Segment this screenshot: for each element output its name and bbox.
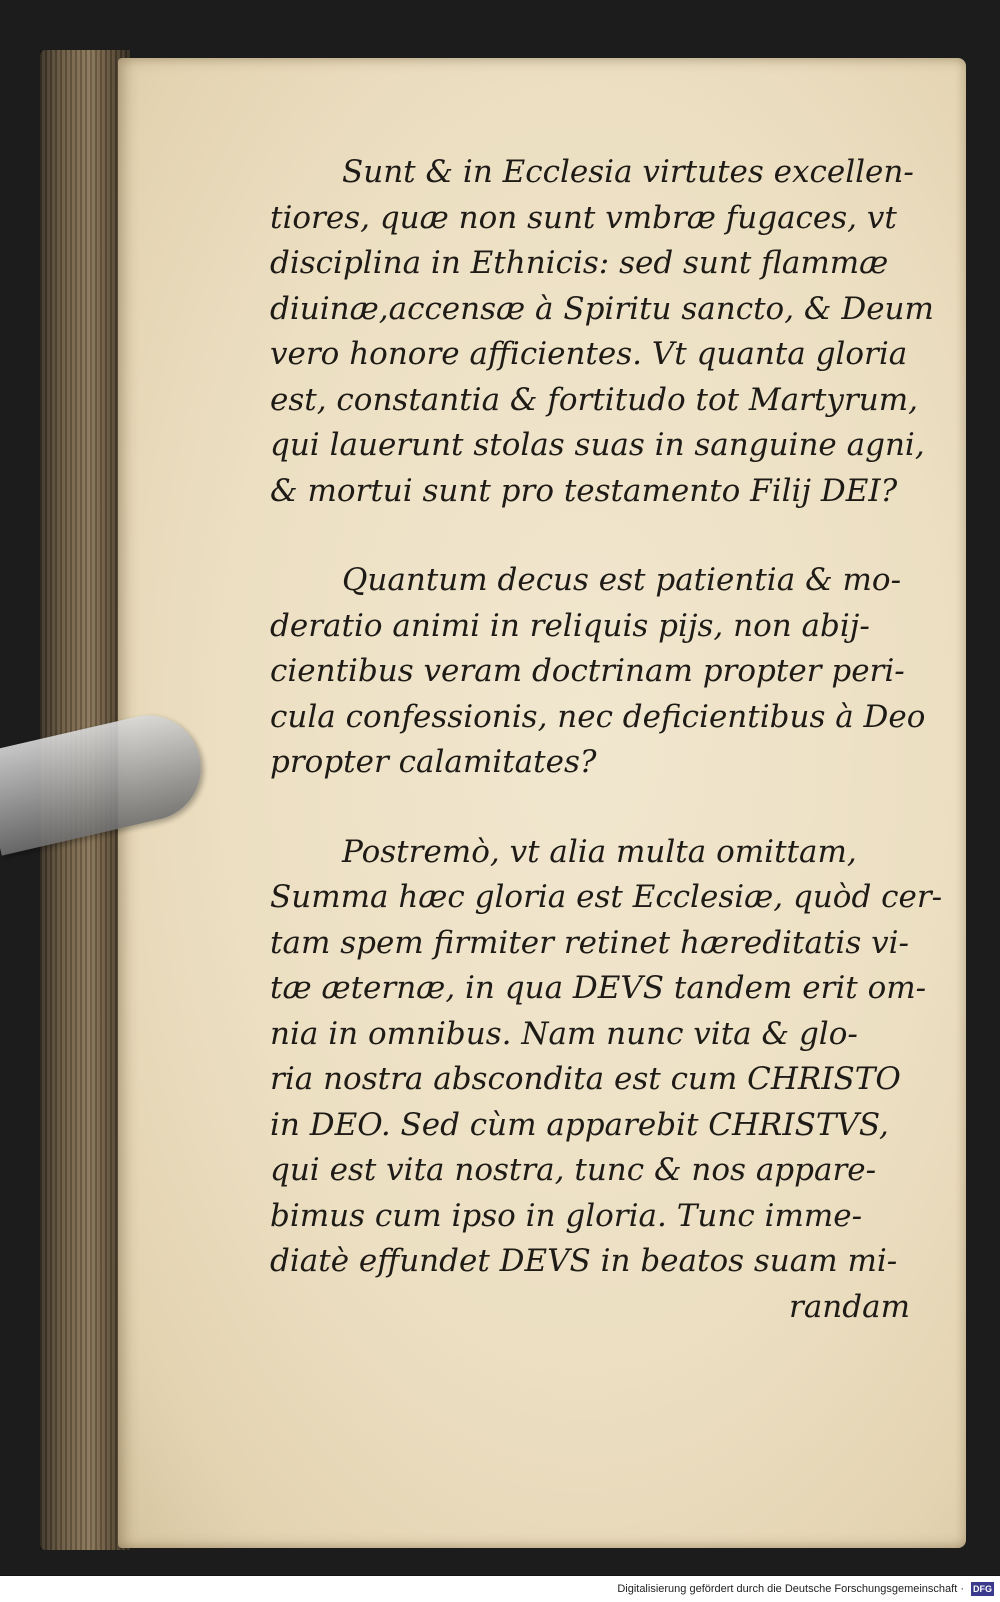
text-line: vero honore afficientes. Vt quanta gloria: [270, 336, 908, 372]
text-line: Sunt & in Ecclesia virtutes excellen-: [342, 154, 914, 190]
text-line: Quantum decus est patientia & mo-: [342, 562, 902, 598]
text-line: diuinæ,accensæ à Spiritu sancto, & Deum: [270, 290, 934, 327]
page-text: [270, 150, 943, 1330]
text-line: tæ æternæ, in qua DEVS tandem erit om-: [270, 970, 927, 1006]
footer-credit: Digitalisierung gefördert durch die Deutsche Forschungsgemeinschaft ·: [617, 1583, 964, 1595]
paragraph-2: [270, 558, 926, 786]
footer-bar: [0, 1576, 1000, 1602]
text-line: cula confessionis, nec deficientibus à Deo: [270, 698, 926, 735]
text-line: qui lauerunt stolas suas in sanguine agni,: [270, 427, 925, 463]
text-line: deratio animi in reliquis pijs, non abij-: [270, 607, 870, 644]
text-line: tam spem firmiter retinet hæreditatis vi-: [270, 924, 909, 961]
text-line: qui est vita nostra, tunc & nos appare-: [270, 1152, 877, 1188]
text-line: tiores, quæ non sunt vmbræ fugaces, vt: [270, 199, 897, 236]
catchword: randam: [789, 1288, 910, 1325]
text-line: Postremò, vt alia multa omittam,: [342, 833, 857, 870]
text-line: & mortui sunt pro testamento Filij DEI?: [270, 472, 898, 509]
text-line: Summa hæc gloria est Ecclesiæ, quòd cer-: [270, 879, 943, 915]
text-line: est, constantia & fortitudo tot Martyrum,: [270, 381, 918, 418]
text-line: disciplina in Ethnicis: sed sunt flammæ: [270, 245, 889, 281]
text-line: bimus cum ipso in gloria. Tunc imme-: [270, 1197, 863, 1234]
paragraph-1: [270, 150, 934, 514]
text-line: propter calamitates?: [270, 744, 597, 780]
text-line: diatè effundet DEVS in beatos suam mi-: [270, 1243, 898, 1279]
text-line: cientibus veram doctrinam propter peri-: [270, 653, 905, 689]
text-line: in DEO. Sed cùm apparebit CHRISTVS,: [270, 1106, 889, 1143]
text-line: nia in omnibus. Nam nunc vita & glo-: [270, 1015, 858, 1052]
dfg-logo: DFG: [973, 1584, 992, 1594]
text-line: ria nostra abscondita est cum CHRISTO: [270, 1061, 901, 1097]
paragraph-3: [270, 830, 943, 1331]
